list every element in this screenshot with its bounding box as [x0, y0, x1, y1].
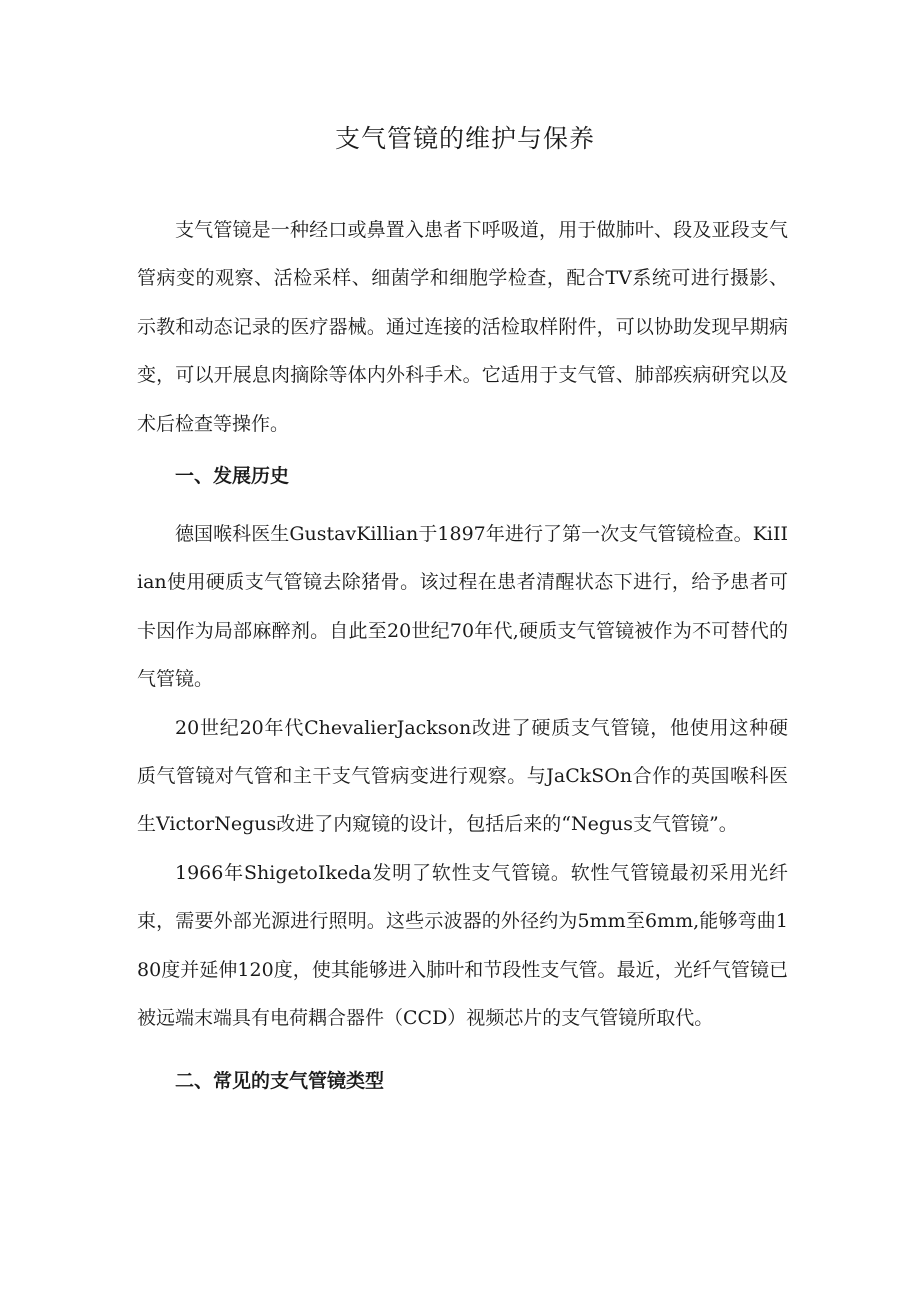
- document-title: 支气管镜的维护与保养: [334, 124, 595, 153]
- history-paragraph-3: 1966年ShigetoIkeda发明了软性支气管镜。软性气管镜最初采用光纤束，需要外部光源进行照明。这些示波器的外径约为5mm至6mm,能够弯曲180度并延伸120度，使其能够进入肺叶和节段性支气管。最近，光纤气管镜已被远端末端具有电荷耦合器件（CCD）视频芯片的支气管镜所取代。: [137, 861, 788, 1030]
- history-paragraph-2: 20世纪20年代ChevalierJackson改进了硬质支气管镜，他使用这种硬质气管镜对气管和主干支气管病变进行观察。与JaCkSOn合作的英国喉科医生VictorNegus改进了内窥镜的设计，包括后来的“Negus支气管镜”。: [137, 716, 788, 836]
- section-heading-types: 二、常见的支气管镜类型: [175, 1069, 385, 1092]
- intro-paragraph: 支气管镜是一种经口或鼻置入患者下呼吸道，用于做肺叶、段及亚段支气管病变的观察、活检采样、细菌学和细胞学检查，配合TV系统可进行摄影、示教和动态记录的医疗器械。通过连接的活检取样附件，可以协助发现早期病变，可以开展息肉摘除等体内外科手术。它适用于支气管、肺部疾病研究以及术后检查等操作。: [137, 219, 788, 435]
- history-paragraph-1: 德国喉科医生GustavKillian于1897年进行了第一次支气管镜检查。KiIIian使用硬质支气管镜去除猪骨。该过程在患者清醒状态下进行，给予患者可卡因作为局部麻醉剂。自此至20世纪70年代,硬质支气管镜被作为不可替代的气管镜。: [137, 523, 788, 691]
- section-heading-history: 一、发展历史: [175, 465, 290, 488]
